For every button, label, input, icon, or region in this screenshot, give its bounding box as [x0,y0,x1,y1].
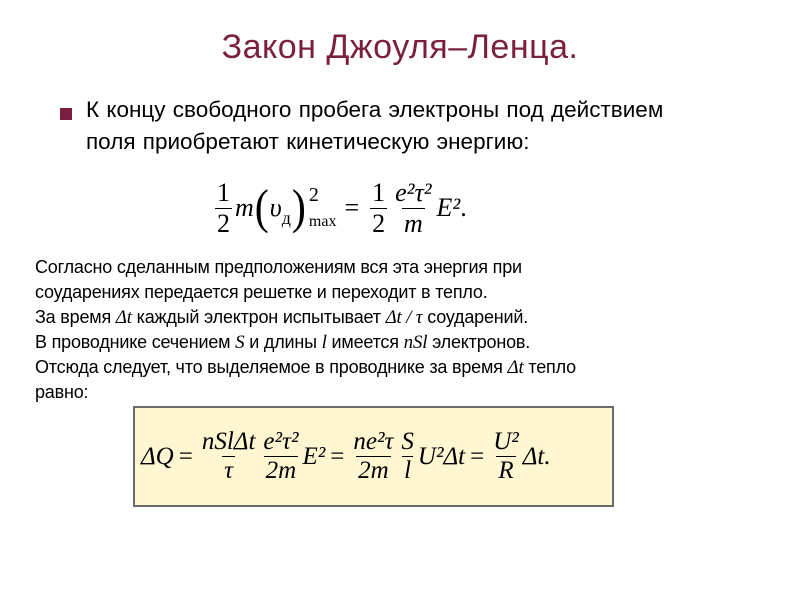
frac-num: 1 [217,178,230,208]
frac-num: U² [493,427,519,455]
period: . [460,193,467,222]
frac-den: R [498,457,514,484]
para-text: и длины [244,332,322,352]
frac-den: 2m [265,457,297,484]
fraction-s-over-l [399,429,416,485]
explanation-paragraph [35,255,775,405]
fraction-e2t2-over-m [393,179,433,237]
frac-num: 1 [372,178,386,208]
equals-sign: = [344,193,360,222]
left-paren: ( [254,181,269,235]
frac-den: m [403,208,423,238]
frac-den: 2 [372,208,386,238]
kinetic-energy-formula [212,166,467,250]
frac-num: nSlΔt [201,427,256,455]
u-squared-delta-t: U²Δt [417,442,466,470]
para-text: За время [35,307,116,327]
para-text: В проводнике сечением [35,332,236,352]
square-exponent: 2 [308,184,319,207]
field-squared: E² [302,442,326,470]
math-ratio: Δt / τ [385,307,423,328]
velocity-symbol: υ [269,193,282,222]
equals-sign: = [330,442,345,470]
math-l: l [321,332,327,353]
fraction-nsldt-over-tau [200,429,258,485]
fraction-ne2t-over-2m [351,429,395,485]
frac-num: ne²τ [353,427,394,455]
para-line-2: соударениях передается решетке и переходит в тепло. [35,282,488,302]
max-subscript: max [308,213,337,231]
bullet-square-icon [60,108,72,120]
delta-t-end: Δt. [522,442,551,470]
math-s: S [235,332,245,353]
para-line-6: равно: [35,382,89,402]
para-text: каждый электрон испытывает [131,307,386,327]
frac-den: τ [224,457,234,484]
field-squared: E² [436,193,461,222]
frac-num: e²τ² [263,427,299,455]
equals-sign: = [178,442,193,470]
para-text: тепло [523,357,576,377]
bullet-text [86,94,776,158]
frac-num: S [401,427,414,455]
math-delta-t: Δt [115,307,132,328]
frac-den: 2m [358,457,389,484]
fraction-e2t2-over-2m [261,429,300,485]
math-delta-t: Δt [507,357,524,378]
para-text: Отсюда следует, что выделяемое в проводнике за время [35,357,508,377]
sup-sub-block [309,184,337,231]
bullet-line-2: поля приобретают кинетическую энергию: [86,129,530,154]
math-nsl: nSl [403,332,428,353]
para-line-1: Согласно сделанным предположениям вся эта энергия при [35,257,522,277]
equals-sign: = [470,442,485,470]
frac-den: l [404,457,412,484]
bullet-line-1: К концу свободного пробега электроны под действием [86,97,664,122]
fraction-u2-over-r [491,429,521,485]
delta-q: ΔQ [141,442,174,470]
para-text: имеется [326,332,404,352]
para-text: соударений. [422,307,529,327]
frac-num: e²τ² [395,178,432,208]
slide-title: Закон Джоуля–Ленца. [221,28,579,66]
right-paren: ) [291,181,306,235]
heat-formula-box [133,406,614,507]
frac-den: 2 [217,208,230,238]
fraction-one-half [215,179,232,237]
velocity-subscript: д [281,207,291,228]
fraction-one-half-rhs [370,179,387,237]
para-text: электронов. [427,332,531,352]
mass-symbol: m [235,193,254,222]
